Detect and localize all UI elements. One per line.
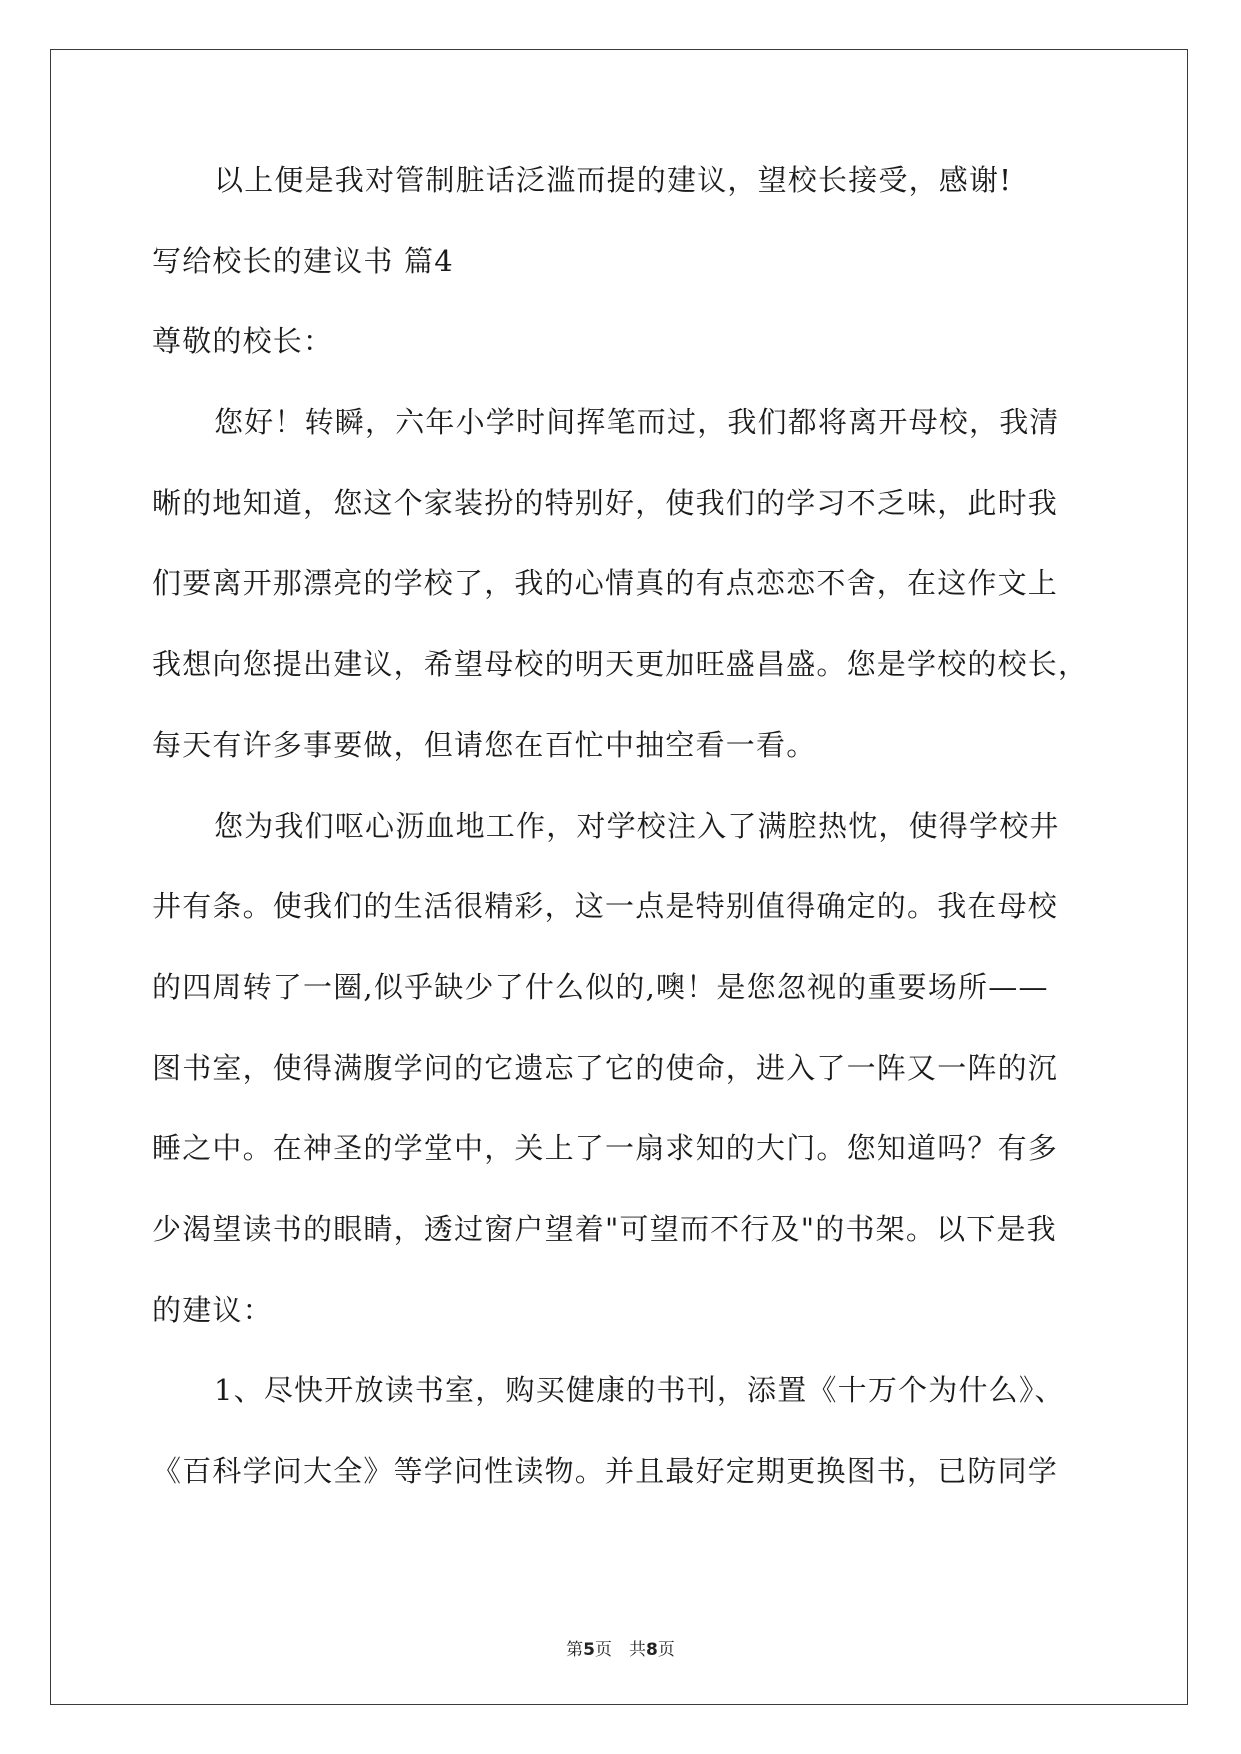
paragraph-line: 每天有许多事要做，但请您在百忙中抽空看一看。 — [152, 727, 817, 762]
paragraph-line: 1、尽快开放读书室，购买健康的书刊，添置《十万个为什么》、 — [214, 1373, 1065, 1408]
salutation: 尊敬的校长： — [152, 324, 334, 359]
paragraph-line: 们要离开那漂亮的学校了，我的心情真的有点恋恋不舍，在这作文上 — [152, 566, 1059, 601]
section-heading: 写给校长的建议书 篇4 — [152, 243, 454, 278]
paragraph-line: 井有条。使我们的生活很精彩，这一点是特别值得确定的。我在母校 — [152, 889, 1059, 924]
paragraph-line: 少渴望读书的眼睛，透过窗户望着"可望而不行及"的书架。以下是我 — [152, 1211, 1057, 1246]
paragraph-line: 《百科学问大全》等学问性读物。并且最好定期更换图书，已防同学 — [152, 1454, 1059, 1488]
footer-prefix: 第 — [566, 1640, 584, 1660]
paragraph-line: 睡之中。在神圣的学堂中，关上了一扇求知的大门。您知道吗？有多 — [152, 1131, 1059, 1166]
footer-suffix: 页 — [657, 1640, 675, 1660]
paragraph-line: 您好！转瞬，六年小学时间挥笔而过，我们都将离开母校，我清 — [214, 405, 1060, 440]
page-footer — [0, 1635, 1241, 1660]
document-body — [152, 140, 1092, 1512]
paragraph-line: 的四周转了一圈,似乎缺少了什么似的,噢！是您忽视的重要场所—— — [152, 969, 1049, 1004]
paragraph-line: 您为我们呕心沥血地工作，对学校注入了满腔热忱，使得学校井 — [214, 808, 1060, 843]
paragraph-line: 以上便是我对管制脏话泛滥而提的建议，望校长接受，感谢! — [214, 163, 1013, 197]
page-number: 5 — [583, 1640, 595, 1660]
paragraph-line: 图书室，使得满腹学问的它遗忘了它的使命，进入了一阵又一阵的沉 — [152, 1050, 1059, 1085]
paragraph-line: 我想向您提出建议，希望母校的明天更加旺盛昌盛。您是学校的校长， — [152, 647, 1089, 682]
footer-mid: 页 共 — [595, 1640, 646, 1660]
paragraph-line: 的建议： — [152, 1292, 273, 1327]
paragraph-line: 晰的地知道，您这个家装扮的特别好，使我们的学习不乏味，此时我 — [152, 485, 1059, 520]
total-pages: 8 — [646, 1640, 658, 1660]
